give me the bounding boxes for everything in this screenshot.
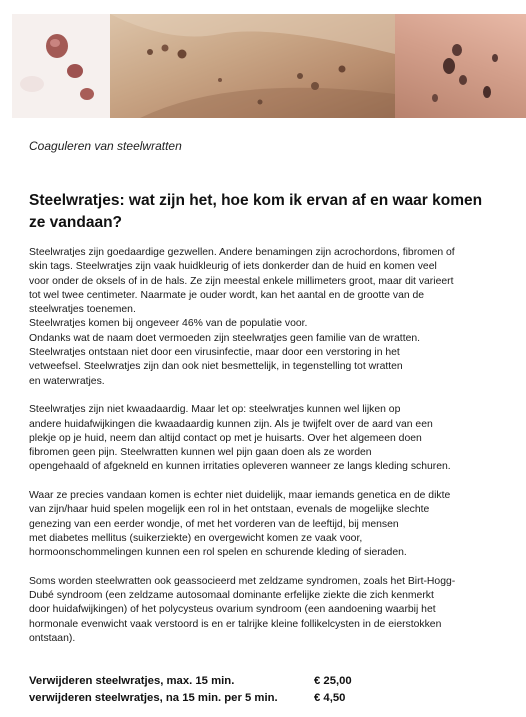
text-line: Steelwratjes zijn goedaardige gezwellen. Andere benamingen zijn acrochordons, fibromen of	[29, 247, 455, 258]
text-line: fibromen geen pijn. Steelwratten kunnen wel pijn gaan doen als ze worden	[29, 447, 372, 459]
page-subtitle: Coaguleren van steelwratten	[29, 139, 182, 153]
paragraph-syndromes	[29, 575, 509, 646]
price-row	[29, 690, 509, 707]
text-line: Soms worden steelwratten ook geassocieerd met zeldzame syndromen, zoals het Birt-Hogg-	[29, 575, 456, 587]
article-body	[29, 246, 509, 646]
price-label: Verwijderen steelwratjes, max. 15 min.	[29, 675, 235, 687]
text-line: Dubé syndroom (een zeldzame autosomaal dominante erfelijke ziekte die zich kenmerkt	[29, 590, 434, 602]
text-line: hormoonschommelingen kunnen een rol spelen en schurende kleding of sieraden.	[29, 547, 407, 559]
text-line: skin tags. Steelwratjes zijn vaak huidkleurig of iets donkerder dan de huid en komen veel	[29, 261, 437, 273]
text-line: vetweefsel. Steelwratjes zijn dan ook niet besmettelijk, in tegenstelling tot wratten	[29, 361, 403, 373]
paragraph-origin	[29, 489, 509, 560]
skin-tag-closeup-illustration	[12, 14, 110, 118]
skin-tag-skin-illustration	[395, 14, 526, 118]
skin-tag-neck-illustration	[110, 14, 395, 118]
paragraph-what-are-skin-tags	[29, 246, 509, 389]
text-line: met diabetes mellitus (suikerziekte) en overgewicht komen ze vaak voor,	[29, 532, 363, 544]
price-amount: € 25,00	[314, 675, 352, 687]
text-line: plekje op je huid, neem dan altijd contact op met je huisarts. Over het algemeen doen	[29, 432, 422, 444]
text-line: opengehaald of afgekneld en kunnen irritaties opleveren wanneer ze langs kleding schuren.	[29, 461, 451, 473]
paragraph-not-malignant	[29, 403, 509, 474]
text-line: Steelwratjes ontstaan niet door een virusinfectie, maar door een verstoring in het	[29, 347, 400, 359]
text-line: voor onder de oksels of in de hals. Ze zijn meestal enkele millimeters groot, maar dit varieert	[29, 275, 454, 287]
text-line: genezing van een eerder wondje, of met het vorderen van de leeftijd, bij mensen	[29, 518, 399, 530]
text-line: andere huidafwijkingen die kwaadaardig kunnen zijn. Als je twijfelt over de aard van een	[29, 418, 433, 430]
price-row	[29, 673, 509, 690]
text-line: door huidafwijkingen) of het polycysteus ovarium syndroom (een aandoening waarbij het	[29, 604, 436, 616]
skin-tag-photo-neck	[110, 14, 395, 118]
banner-photos	[12, 14, 526, 118]
text-line: hormonale evenwicht vaak verstoord is en er talrijke kleine follikelcysten in de eierstokken	[29, 618, 442, 630]
price-list	[29, 673, 509, 707]
page-title: Steelwratjes: wat zijn het, hoe kom ik ervan af en waar komen ze vandaan?	[29, 192, 483, 231]
price-label: verwijderen steelwratjes, na 15 min. per 5 min.	[29, 692, 278, 704]
text-line: van zijn/haar huid spelen mogelijk een rol in het ontstaan, evenals de mogelijke slechte	[29, 504, 430, 516]
text-line: Waar ze precies vandaan komen is echter niet duidelijk, maar iemands genetica en de dikte	[29, 490, 451, 502]
text-line: Steelwratjes komen bij ongeveer 46% van de populatie voor.	[29, 318, 308, 330]
skin-tag-photo-closeup	[12, 14, 110, 118]
text-line: ontstaan).	[29, 633, 76, 645]
skin-tag-photo-skin	[395, 14, 526, 118]
text-line: tot wel twee centimeter. Naarmate je ouder wordt, kan het aantal en de grootte van de	[29, 289, 425, 301]
text-line: steelwratjes toenemen.	[29, 304, 136, 316]
text-line: Steelwratjes zijn niet kwaadaardig. Maar let op: steelwratjes kunnen wel lijken op	[29, 404, 401, 416]
text-line: en waterwratjes.	[29, 375, 105, 387]
price-amount: € 4,50	[314, 692, 346, 704]
text-line: Ondanks wat de naam doet vermoeden zijn steelwratjes geen familie van de wratten.	[29, 332, 421, 344]
